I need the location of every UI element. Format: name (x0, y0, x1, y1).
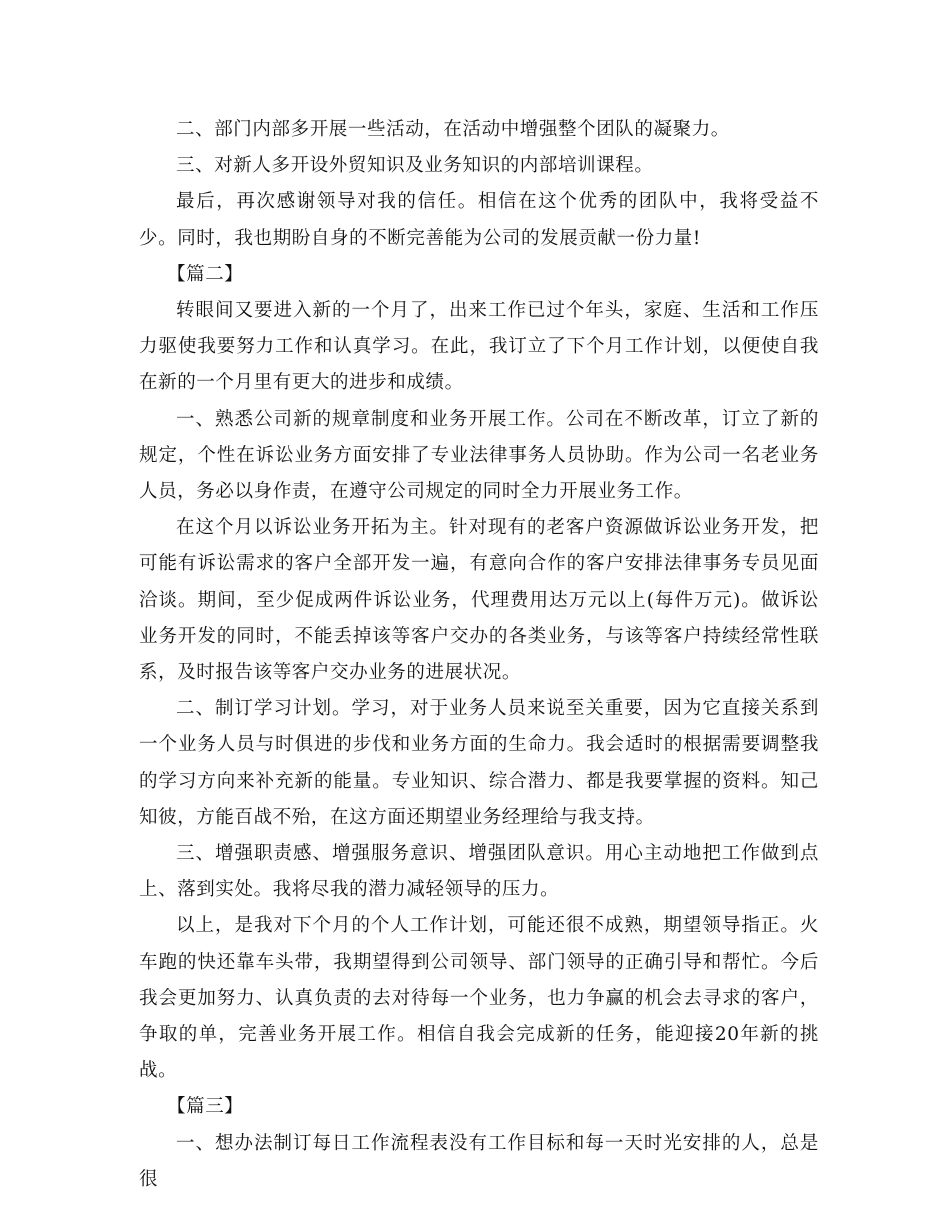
paragraph-study-plan: 二、制订学习计划。学习，对于业务人员来说至关重要，因为它直接关系到一个业务人员与时俱进的步伐和业务方面的生命力。我会适时的根据需要调整我的学习方向来补充新的能量。专业知识、综合潜力、都是我要掌握的资料。知己知彼，方能百战不殆，在这方面还期望业务经理给与我支持。 (139, 698, 819, 828)
paragraph-daily-workflow: 一、想办法制订每日工作流程表没有工作目标和每一天时光安排的人，总是很 (139, 1132, 819, 1190)
paragraph-closing: 最后，再次感谢领导对我的信任。相信在这个优秀的团队中，我将受益不少。同时，我也期盼自身的不断完善能为公司的发展贡献一份力量! (139, 191, 819, 249)
paragraph-rules: 一、熟悉公司新的规章制度和业务开展工作。公司在不断改革，订立了新的规定，个性在诉讼业务方面安排了专业法律事务人员协助。作为公司一名老业务人员，务必以身作责，在遵守公司规定的同时全力开展业务工作。 (139, 408, 819, 503)
paragraph-intro: 转眼间又要进入新的一个月了，出来工作已过个年头，家庭、生活和工作压力驱使我要努力工作和认真学习。在此，我订立了下个月工作计划，以便使自我在新的一个月里有更大的进步和成绩。 (139, 300, 819, 394)
paragraph-litigation: 在这个月以诉讼业务开拓为主。针对现有的老客户资源做诉讼业务开发，把可能有诉讼需求的客户全部开发一遍，有意向合作的客户安排法律事务专员见面洽谈。期间，至少促成两件诉讼业务，代理费用达万元以上(每件万元)。做诉讼业务开发的同时，不能丢掉该等客户交办的各类业务，与该等客户持续经常性联系，及时报告该等客户交办业务的进展状况。 (139, 517, 819, 684)
paragraph-summary: 以上，是我对下个月的个人工作计划，可能还很不成熟，期望领导指正。火车跑的快还靠车头带，我期望得到公司领导、部门领导的正确引导和帮忙。今后我会更加努力、认真负责的去对待每一个业务，也力争赢的机会去寻求的客户，争取的单，完善业务开展工作。相信自我会完成新的任务，能迎接20年新的挑战。 (139, 915, 819, 1082)
paragraph-activities: 二、部门内部多开展一些活动，在活动中增强整个团队的凝聚力。 (176, 119, 730, 140)
section-title-part3: 【篇三】 (167, 1096, 244, 1118)
paragraph-training: 三、对新人多开设外贸知识及业务知识的内部培训课程。 (176, 155, 654, 177)
section-title-part2: 【篇二】 (167, 263, 244, 285)
document-body (139, 112, 819, 1198)
paragraph-responsibility: 三、增强职责感、增强服务意识、增强团队意识。用心主动地把工作做到点上、落到实处。我将尽我的潜力减轻领导的压力。 (139, 843, 819, 901)
